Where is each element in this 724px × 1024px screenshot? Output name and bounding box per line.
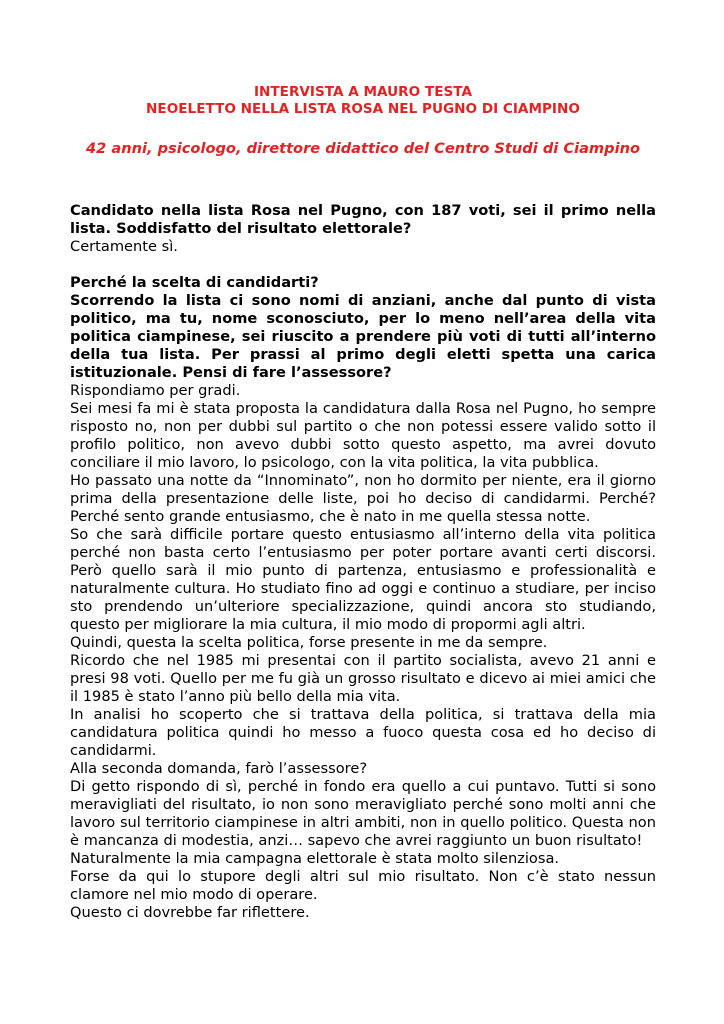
- document-title-line-2: NEOELETTO NELLA LISTA ROSA NEL PUGNO DI CIAMPINO: [146, 101, 580, 117]
- answer-paragraph: Sei mesi fa mi è stata proposta la candidatura dalla Rosa nel Pugno, ho sempre risposto no, non per dubbi sul partito o che non potessi essere valido sotto il profilo politico, non avevo dubbi sotto questo aspetto, ma avrei dovuto conciliare il mio lavoro, lo psicologo, con la vita politica, la vita pubblica.: [70, 400, 656, 471]
- answer-paragraph: Quindi, questa la scelta politica, forse presente in me da sempre.: [70, 634, 548, 651]
- answer-paragraph: Certamente sì.: [70, 238, 178, 255]
- question-paragraph: Candidato nella lista Rosa nel Pugno, con 187 voti, sei il primo nella lista. Soddisfatto del risultato elettorale?: [70, 202, 656, 237]
- document-title-line-1: INTERVISTA A MAURO TESTA: [253, 84, 473, 100]
- answer-paragraph: Naturalmente la mia campagna elettorale è stata molto silenziosa.: [70, 850, 560, 867]
- question-paragraph: Perché la scelta di candidarti?: [70, 274, 319, 291]
- answer-paragraph: Forse da qui lo stupore degli altri sul mio risultato. Non c’è stato nessun clamore nel mio modo di operare.: [70, 868, 656, 903]
- interview-body: [70, 202, 656, 922]
- answer-paragraph: Alla seconda domanda, farò l’assessore?: [70, 760, 368, 777]
- answer-paragraph: Questo ci dovrebbe far riflettere.: [70, 904, 310, 921]
- qa-block-2: [70, 274, 656, 922]
- answer-paragraph: So che sarà difficile portare questo entusiasmo all’interno della vita politica perché non basta certo l’entusiasmo per poter portare avanti certi discorsi. Però quello sarà il mio punto di partenza, entusiasmo e professionalità e naturalmente cultura. Ho studiato fino ad oggi e continuo a studiare, per inciso sto prendendo un’ulteriore specializzazione, quindi ancora sto studiando, questo per migliorare la mia cultura, il mio modo di propormi agli altri.: [70, 526, 656, 633]
- answer-paragraph: In analisi ho scoperto che si trattava della politica, si trattava della mia candidatura politica quindi ho messo a fuoco questa cosa ed ho deciso di candidarmi.: [70, 706, 656, 759]
- answer-paragraph: Ricordo che nel 1985 mi presentai con il partito socialista, avevo 21 anni e presi 98 voti. Quello per me fu già un grosso risultato e dicevo ai miei amici che il 1985 è stato l’anno più bello della mia vita.: [70, 652, 656, 705]
- qa-block-1: [70, 202, 656, 256]
- document-page: [70, 84, 656, 922]
- document-subtitle: 42 anni, psicologo, direttore didattico del Centro Studi di Ciampino: [85, 140, 640, 157]
- answer-paragraph: Ho passato una notte da “Innominato”, non ho dormito per niente, era il giorno prima della presentazione delle liste, poi ho deciso di candidarmi. Perché? Perché sento grande entusiasmo, che è nato in me quella stessa notte.: [70, 472, 656, 525]
- answer-paragraph: Rispondiamo per gradi.: [70, 382, 241, 399]
- answer-paragraph: Di getto rispondo di sì, perché in fondo era quello a cui puntavo. Tutti si sono meravigliati del risultato, io non sono meravigliato perché sono molti anni che lavoro sul territorio ciampinese in altri ambiti, non in quello politico. Questa non è mancanza di modestia, anzi… sapevo che avrei raggiunto un buon risultato!: [70, 778, 656, 849]
- question-paragraph: Scorrendo la lista ci sono nomi di anziani, anche dal punto di vista politico, ma tu, nome sconosciuto, per lo meno nell’area della vita politica ciampinese, sei riuscito a prendere più voti di tutti all’interno della tua lista. Per prassi al primo degli eletti spetta una carica istituzionale. Pensi di fare l’assessore?: [70, 292, 656, 381]
